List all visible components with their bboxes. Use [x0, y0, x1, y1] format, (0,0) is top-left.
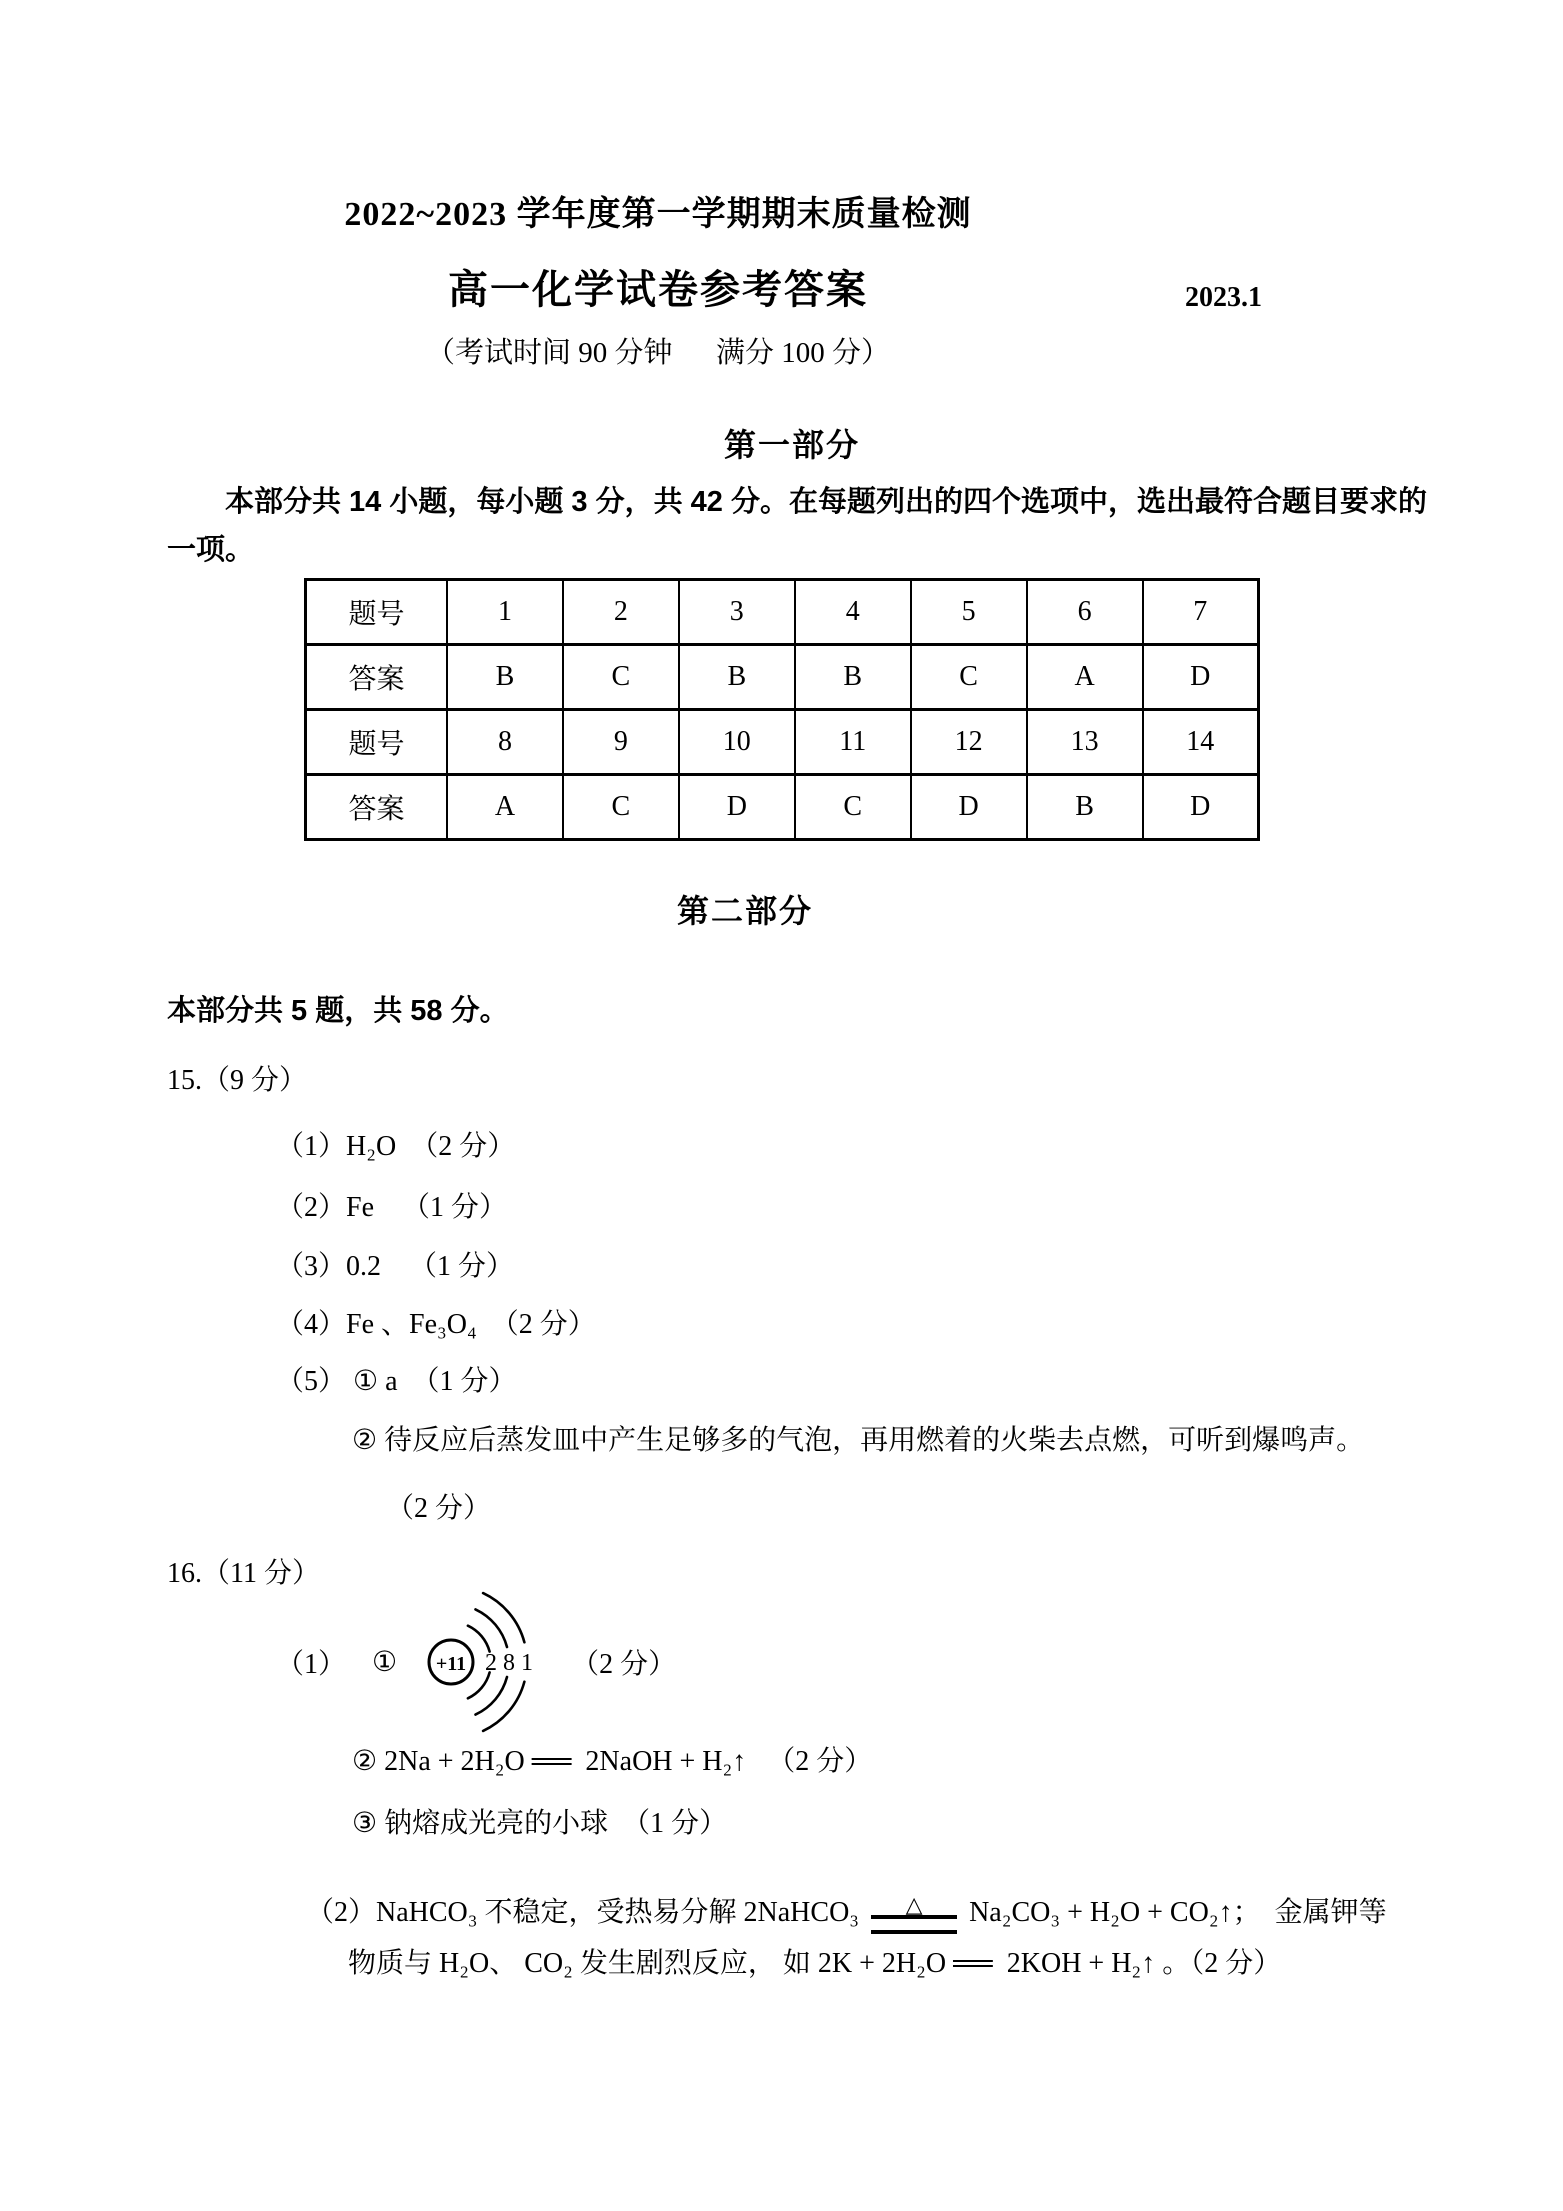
exam-info: （考试时间 90 分钟 满分 100 分）	[425, 337, 890, 369]
shell-electron-count: 1	[521, 1650, 534, 1676]
answer-cell: D	[911, 775, 1027, 840]
q16-sub1-circle: ①	[372, 1647, 398, 1678]
table-row	[306, 710, 1259, 775]
question-number-cell: 6	[1027, 580, 1143, 645]
q15-item-3: （3）0.2 （1 分）	[276, 1251, 515, 1282]
answer-cell: C	[795, 775, 911, 840]
answer-cell: A	[447, 775, 563, 840]
answer-cell: D	[1143, 775, 1259, 840]
question-number-cell: 13	[1027, 710, 1143, 775]
shell-arc-1	[468, 1626, 490, 1652]
shell-arc-2	[476, 1609, 508, 1647]
row-label: 题号	[306, 710, 448, 775]
q16-sub4-prefix: （2）NaHCO₃ 不稳定，受热易分解 2NaHCO₃	[306, 1897, 860, 1928]
q16-sub4-line2: 物质与 H₂O、 CO₂ 发生剧烈反应， 如 2K + 2H₂O ══ 2KOH + H₂↑ 。（2 分）	[348, 1948, 1282, 1979]
q15-item-1: （1）H₂O （2 分）	[276, 1131, 516, 1162]
heated-equals-symbol	[871, 1892, 957, 1934]
answer-cell: B	[679, 645, 795, 710]
doc-date: 2023.1	[1185, 282, 1262, 313]
part2-instructions: 本部分共 5 题，共 58 分。	[167, 995, 509, 1027]
answer-cell: A	[1027, 645, 1143, 710]
q16-sub3: ③ 钠熔成光亮的小球 （1 分）	[352, 1808, 728, 1839]
question-number-cell: 5	[911, 580, 1027, 645]
answer-cell: B	[795, 645, 911, 710]
heat-triangle-icon: △	[905, 1892, 923, 1918]
q15-item-5: （5） ① a （1 分）	[276, 1366, 517, 1397]
question-number-cell: 1	[447, 580, 563, 645]
answer-cell: B	[1027, 775, 1143, 840]
question-number-cell: 7	[1143, 580, 1259, 645]
q16-number: 16.（11 分）	[167, 1558, 320, 1589]
part1-heading: 第一部分	[724, 427, 861, 463]
sodium-atom-structure-diagram	[423, 1578, 545, 1746]
answer-cell: D	[679, 775, 795, 840]
question-number-cell: 8	[447, 710, 563, 775]
question-number-cell: 12	[911, 710, 1027, 775]
q15-number: 15.（9 分）	[167, 1065, 308, 1096]
answer-table	[304, 578, 1260, 841]
q16-sub1-score: （2 分）	[571, 1649, 677, 1680]
q15-item-5-sub2: ② 待反应后蒸发皿中产生足够多的气泡，再用燃着的火柴去点燃，可听到爆鸣声。	[352, 1425, 1365, 1456]
answer-cell: C	[911, 645, 1027, 710]
shell-arc-2	[476, 1677, 508, 1715]
shell-electron-count: 8	[503, 1650, 516, 1676]
nucleus-charge-label: +11	[435, 1653, 467, 1675]
question-number-cell: 4	[795, 580, 911, 645]
part2-heading: 第二部分	[677, 893, 814, 929]
q15-item-5-sub2-score: （2 分）	[386, 1493, 492, 1524]
answer-cell: C	[563, 775, 679, 840]
question-number-cell: 14	[1143, 710, 1259, 775]
answer-cell: B	[447, 645, 563, 710]
double-bond-equals	[871, 1915, 957, 1934]
q16-sub1-row	[276, 1578, 676, 1746]
doc-subtitle: 高一化学试卷参考答案	[448, 267, 868, 312]
question-number-cell: 9	[563, 710, 679, 775]
q16-sub2: ② 2Na + 2H₂O ══ 2NaOH + H₂↑ （2 分）	[352, 1746, 873, 1777]
row-label: 答案	[306, 775, 448, 840]
shell-arc-1	[468, 1672, 490, 1698]
question-number-cell: 11	[795, 710, 911, 775]
question-number-cell: 10	[679, 710, 795, 775]
q16-sub4-suffix: Na₂CO₃ + H₂O + CO₂↑； 金属钾等	[969, 1897, 1387, 1928]
question-number-cell: 2	[563, 580, 679, 645]
question-number-cell: 3	[679, 580, 795, 645]
table-row	[306, 645, 1259, 710]
table-row	[306, 580, 1259, 645]
shell-electron-count: 2	[485, 1650, 498, 1676]
answer-cell: C	[563, 645, 679, 710]
row-label: 答案	[306, 645, 448, 710]
q16-sub1-label: （1）	[276, 1649, 347, 1680]
row-label: 题号	[306, 580, 448, 645]
q15-item-2: （2）Fe （1 分）	[276, 1192, 508, 1223]
part1-instructions: 本部分共 14 小题，每小题 3 分，共 42 分。在每题列出的四个选项中，选出最符合题目要求的一项。	[167, 486, 1427, 566]
table-row	[306, 775, 1259, 840]
answer-cell: D	[1143, 645, 1259, 710]
q15-item-4: （4）Fe 、Fe₃O₄ （2 分）	[276, 1309, 596, 1340]
doc-title: 2022~2023 学年度第一学期期末质量检测	[344, 196, 972, 233]
